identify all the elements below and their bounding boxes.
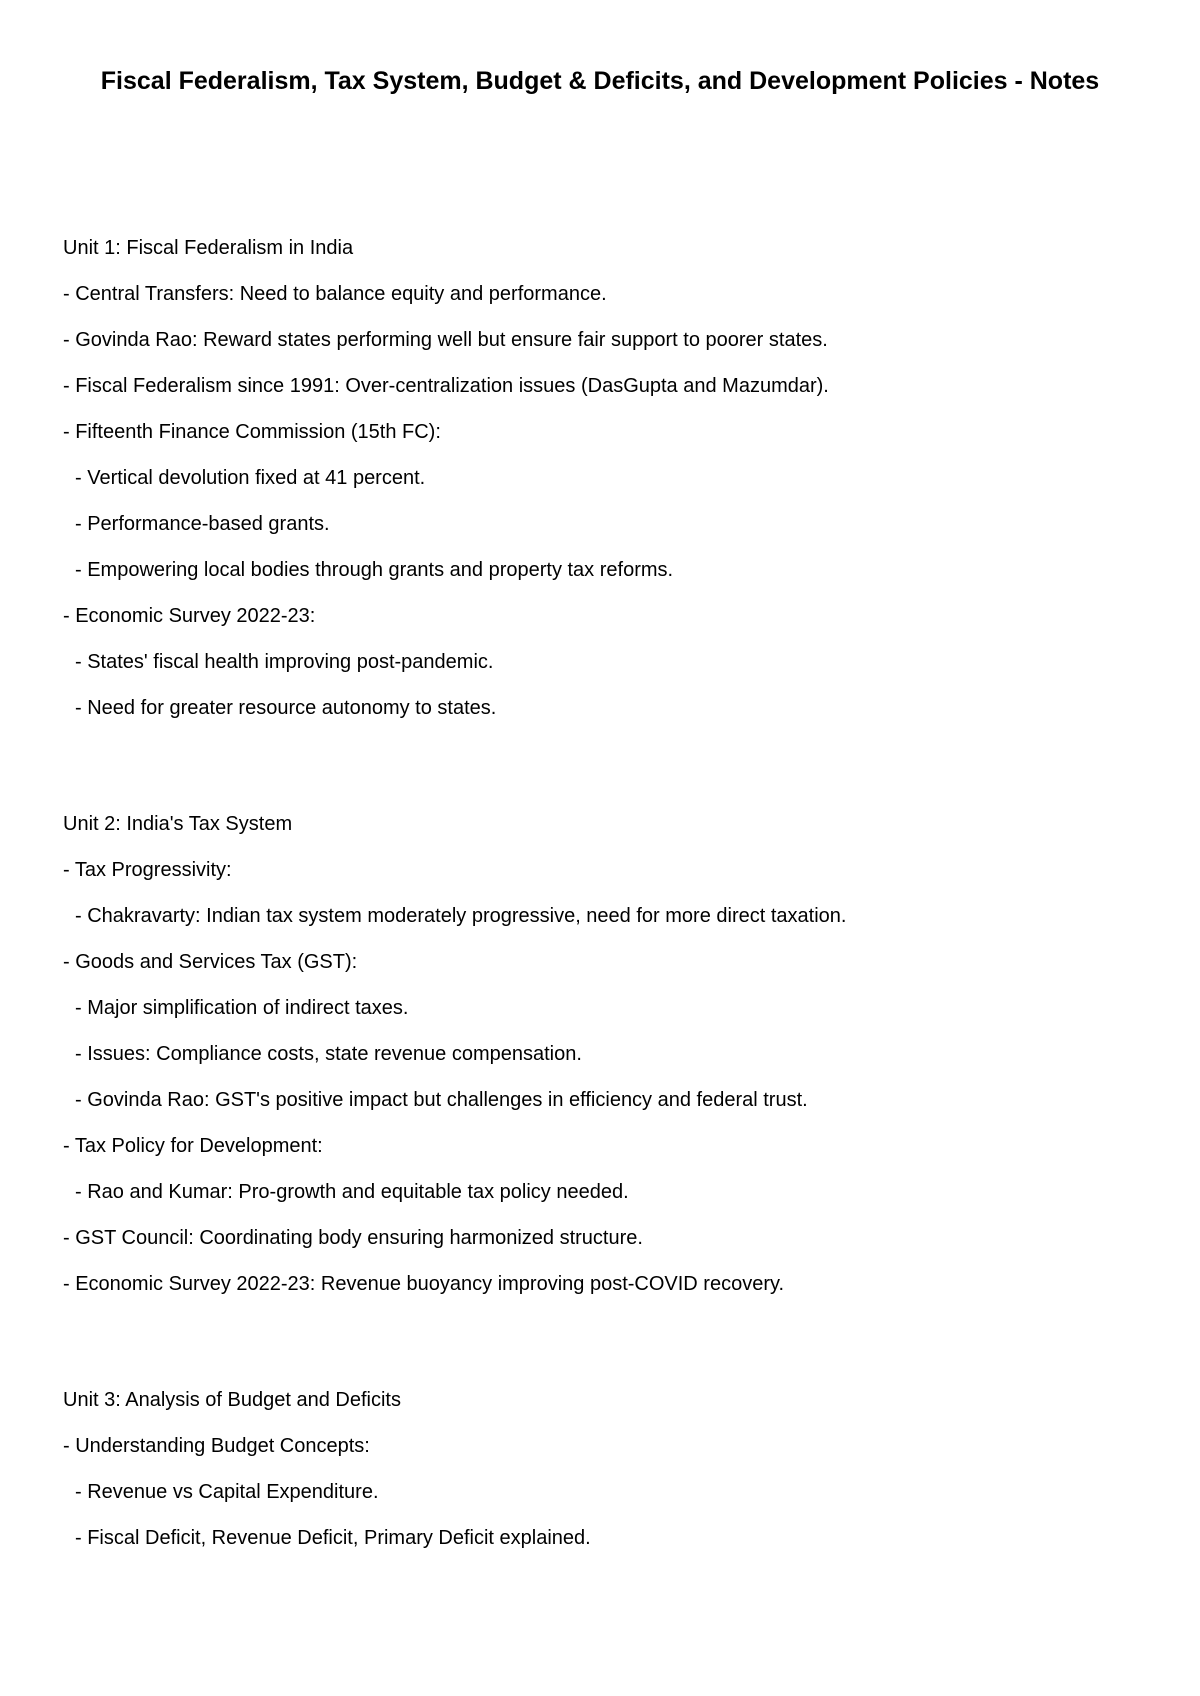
note-line: - Understanding Budget Concepts: <box>63 1435 370 1457</box>
notes-content <box>63 225 1163 1631</box>
note-subline: - Rao and Kumar: Pro-growth and equitable tax policy needed. <box>75 1181 629 1203</box>
note-subline: - Fiscal Deficit, Revenue Deficit, Primary Deficit explained. <box>75 1527 591 1549</box>
note-subline: - Revenue vs Capital Expenditure. <box>75 1481 379 1503</box>
unit-heading: Unit 3: Analysis of Budget and Deficits <box>63 1389 401 1411</box>
unit-heading: Unit 2: India's Tax System <box>63 813 293 835</box>
note-subline: - Vertical devolution fixed at 41 percent. <box>75 467 426 489</box>
note-line: - Goods and Services Tax (GST): <box>63 951 358 973</box>
note-subline: - Issues: Compliance costs, state revenue compensation. <box>75 1043 582 1065</box>
note-subline: - Govinda Rao: GST's positive impact but challenges in efficiency and federal trust. <box>75 1089 808 1111</box>
unit-3-section <box>63 1377 1163 1561</box>
note-line: - Economic Survey 2022-23: <box>63 605 316 627</box>
page-title: Fiscal Federalism, Tax System, Budget & Deficits, and Development Policies - Notes <box>100 67 1100 95</box>
note-subline: - States' fiscal health improving post-pandemic. <box>75 651 494 673</box>
note-line: - Economic Survey 2022-23: Revenue buoyancy improving post-COVID recovery. <box>63 1273 785 1295</box>
note-line: - Central Transfers: Need to balance equity and performance. <box>63 283 607 305</box>
note-subline: - Major simplification of indirect taxes. <box>75 997 409 1019</box>
note-subline: - Need for greater resource autonomy to states. <box>75 697 497 719</box>
unit-heading: Unit 1: Fiscal Federalism in India <box>63 237 354 259</box>
note-subline: - Performance-based grants. <box>75 513 330 535</box>
note-line: - Fifteenth Finance Commission (15th FC): <box>63 421 441 443</box>
note-line: - Tax Policy for Development: <box>63 1135 323 1157</box>
note-line: - Govinda Rao: Reward states performing well but ensure fair support to poorer states. <box>63 329 828 351</box>
unit-2-section <box>63 801 1163 1307</box>
note-line: - GST Council: Coordinating body ensuring harmonized structure. <box>63 1227 643 1249</box>
unit-1-section <box>63 225 1163 731</box>
note-line: - Fiscal Federalism since 1991: Over-centralization issues (DasGupta and Mazumdar). <box>63 375 829 397</box>
note-subline: - Empowering local bodies through grants and property tax reforms. <box>75 559 674 581</box>
note-line: - Tax Progressivity: <box>63 859 232 881</box>
note-subline: - Chakravarty: Indian tax system moderately progressive, need for more direct taxation. <box>75 905 847 927</box>
